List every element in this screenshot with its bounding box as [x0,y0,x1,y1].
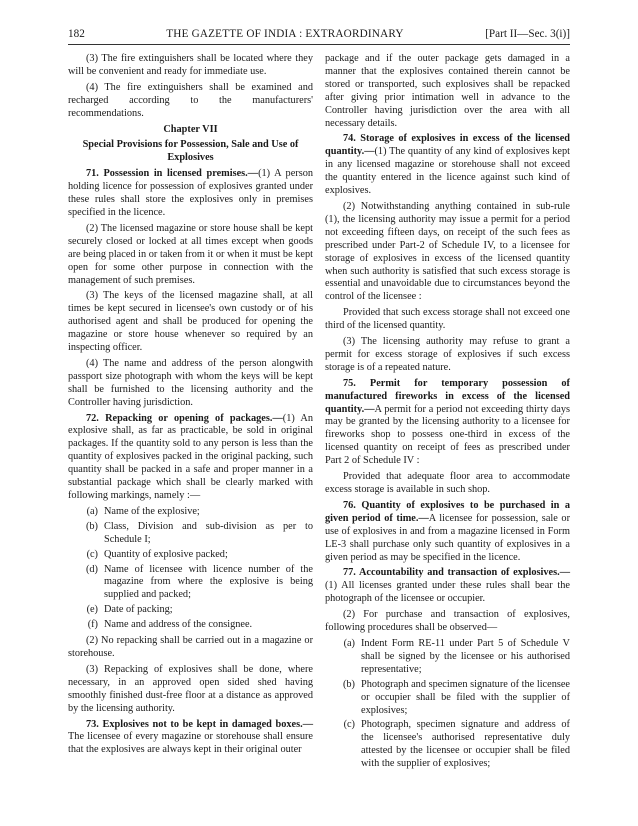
paragraph: (2) For purchase and transaction of explosives, following procedures shall be observed— [325,609,570,634]
list-text: Photograph, specimen signature and address of the licensee's authorised representative duly attested by the licensee or occupier shall be filed with the supplier of explosives; [361,719,570,770]
section-text: (1) The quantity of any kind of explosives kept in any licensed magazine or storehouse shall not exceed the quantity entered in the licence against such kind of explosives. [325,146,570,197]
paragraph: (2) No repacking shall be carried out in a magazine or storehouse. [68,635,313,659]
paragraph: (3) The keys of the licensed magazine shall, at all times be kept secured in licensee's own custody or of his authorised agent and shall be produced for opening the magazine or store house whenever so required by an inspecting officer. [68,290,313,354]
chapter-heading: Chapter VII [163,123,218,135]
list-label: (f) [87,619,98,631]
section-heading: 71. Possession in licensed premises.— [86,168,259,180]
list-item [68,619,313,632]
list-text: Name of licensee with licence number of the magazine from where the explosive is being supplied and packed; [104,563,313,601]
list-label: (a) [343,637,355,649]
procedure-list [325,638,570,771]
proviso: Provided that such excess storage shall not exceed one third of the licensed quantity. [325,307,570,332]
section-text: The licensee of every magazine or storehouse shall ensure that the explosives are always kept in their original outer [68,731,313,756]
list-label: (d) [85,563,98,575]
right-column [325,53,570,774]
list-item [68,549,313,562]
list-item [325,719,570,771]
section-text: (1) An explosive shall, as far as practicable, be sold in original packages. If the quantity sold to any person is less than the quantity of explosives packed in the original packing, such quantity shall be packed in a safe and proper manner in a substantial package which shall be clearly marked with following markings, namely :— [68,412,313,501]
list-item [68,604,313,617]
left-column [68,53,313,774]
section-heading: 74. Storage of explosives in excess of the licensed quantity.— [325,133,570,158]
proviso: Provided that adequate floor area to accommodate excess storage is available in such shop. [325,471,570,495]
list-text: Class, Division and sub-division as per to Schedule I; [104,520,313,545]
page-number: 182 [68,28,85,40]
list-item [68,564,313,603]
section-heading: 76. Quantity of explosives to be purchased in a given period of time.— [325,499,570,524]
list-item [68,506,313,519]
list-item [325,638,570,677]
section-73 [68,719,313,758]
paragraph-continued: package and if the outer package gets damaged in a manner that the explosives contained therein cannot be stored or transported, such explosives shall be repacked after giving prior intimation well in advance to the Controller having jurisdiction over the area with all necessary details. [325,53,570,129]
part-section: [Part II—Sec. 3(i)] [485,28,570,40]
list-item [68,521,313,547]
paragraph: (2) Notwithstanding anything contained in sub-rule (1), the licensing authority may issue a permit for a period not exceeding fifteen days, on receipt of the such fees as prescribed under Part-2 of Schedule IV, to a licensee for storage of explosives in excess of the licensed quantity when such authority is satisfied that such excess storage is essential and unavoidable due to circumstances beyond the control of the licensee : [325,200,570,303]
two-column-body [68,53,570,774]
paragraph: (3) The fire extinguishers shall be located where they will be convenient and ready for immediate use. [68,53,313,77]
section-heading: 73. Explosives not to be kept in damaged boxes.— [86,718,313,730]
list-text: Indent Form RE-11 under Part 5 of Schedule V shall be signed by the licensee or his authorised representative; [361,637,570,675]
section-text: A permit for a period not exceeding thirty days may be granted by the licensing authority to a licensee for fireworks shop to possess one-third in excess of the licensed quantity on receipt of fees as prescribed under Part 2 of Schedule IV : [325,403,570,467]
paragraph: (4) The name and address of the person alongwith passport size photograph with whom the keys will be kept shall be furnished to the licensing authority and the Controller having jurisdiction. [68,357,313,408]
list-text: Photograph and specimen signature of the licensee or occupier shall be filed with the supplier of explosives; [361,678,570,716]
list-label: (c) [343,719,355,731]
paragraph: (2) The licensed magazine or store house shall be kept securely closed or locked at all times except when goods are being placed in or taken from it or when it must be kept open for some other purpose in connection with the management of such premises. [68,222,313,286]
list-text: Quantity of explosive packed; [104,548,228,560]
section-71 [68,168,313,220]
section-heading: 77. Accountability and transaction of explosives.— [343,567,570,579]
chapter-title: Special Provisions for Possession, Sale and Use of Explosives [82,139,299,164]
list-text: Name and address of the consignee. [104,619,253,631]
section-text: (1) All licenses granted under these rules shall bear the photograph of the licensee or occupier. [325,580,570,605]
section-text: A licensee for possession, sale or use of explosives in and from a magazine licensed in Form LE-3 shall purchase only such quantity of explosives in a given period as may be specified in the licence. [325,512,570,563]
list-label: (c) [86,548,98,560]
section-heading: 72. Repacking or opening of packages.— [86,412,283,424]
section-77 [325,567,570,606]
gazette-title: THE GAZETTE OF INDIA : EXTRAORDINARY [166,28,404,40]
markings-list [68,506,313,632]
list-text: Name of the explosive; [104,505,200,517]
section-heading: 75. Permit for temporary possession of manufactured fireworks in excess of the licensed quantity.— [325,377,570,415]
list-text: Date of packing; [104,604,173,616]
paragraph: (4) The fire extinguishers shall be examined and recharged according to the manufacturers' recommendations. [68,81,313,119]
section-text: (1) A person holding licence for possession of explosives granted under these rules shall store the explosives only in premises specified in the licence. [68,168,313,218]
list-item [325,679,570,718]
section-74 [325,133,570,198]
paragraph: (3) The licensing authority may refuse to grant a permit for excess storage of explosives if such excess storage is of a repeated nature. [325,336,570,373]
page-header [68,28,570,45]
paragraph: (3) Repacking of explosives shall be done, where necessary, in an approved open sided shed having smoothly finished dust-free floor at a distance as approved by the licensing authority. [68,663,313,714]
section-76 [325,500,570,565]
list-label: (a) [86,505,98,517]
list-label: (e) [86,604,98,616]
list-label: (b) [85,520,98,532]
section-75 [325,378,570,468]
section-72 [68,413,313,503]
list-label: (b) [342,678,355,690]
